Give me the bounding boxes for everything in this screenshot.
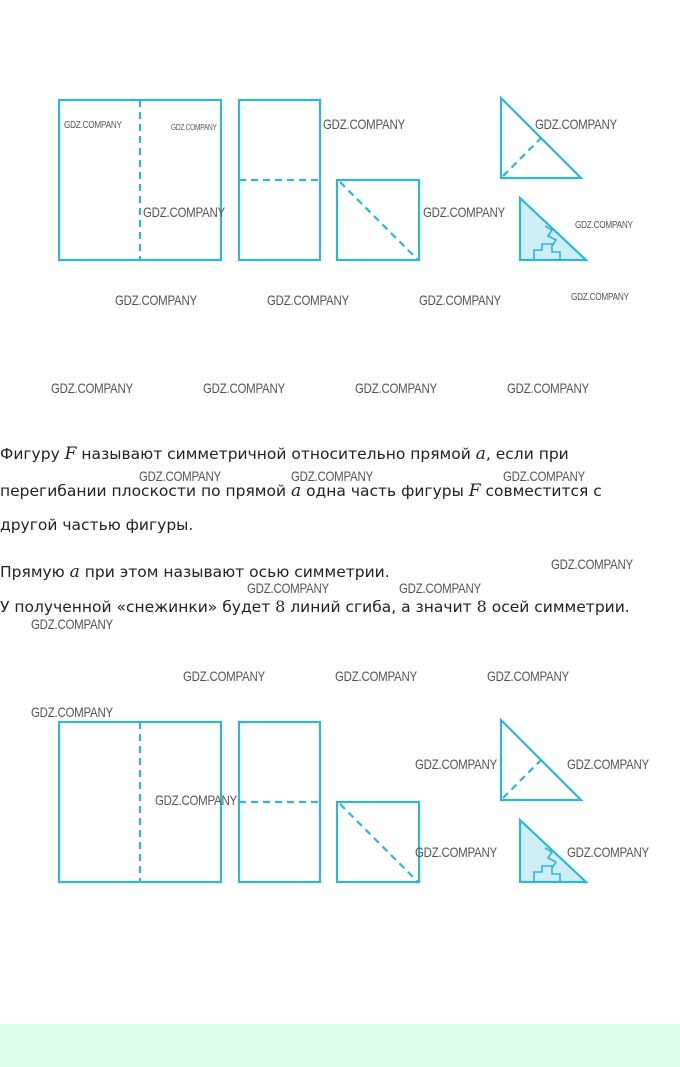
watermark: GDZ.COMPANY [247,580,329,596]
watermark: GDZ.COMPANY [31,616,113,632]
number-axes: 8 [476,597,487,616]
watermark: GDZ.COMPANY [171,123,217,132]
watermark: GDZ.COMPANY [415,756,497,772]
watermark: GDZ.COMPANY [335,668,417,684]
footer-band [0,1024,680,1067]
fold-line-triangle [503,138,541,176]
watermark: GDZ.COMPANY [419,292,501,308]
watermark: GDZ.COMPANY [567,844,649,860]
watermark: GDZ.COMPANY [64,120,122,131]
fold-line-triangle [503,760,541,798]
watermark: GDZ.COMPANY [291,468,373,484]
watermark: GDZ.COMPANY [31,704,113,720]
watermark: GDZ.COMPANY [183,668,265,684]
watermark: GDZ.COMPANY [571,292,629,303]
paragraph-definition-line3: другой частью фигуры. [0,516,194,534]
watermark: GDZ.COMPANY [551,556,633,572]
watermark: GDZ.COMPANY [155,792,237,808]
watermark: GDZ.COMPANY [51,380,133,396]
paragraph-definition-line1: Фигуру F называют симметричной относительно прямой a, если при [0,444,569,464]
watermark: GDZ.COMPANY [575,220,633,231]
watermark: GDZ.COMPANY [567,756,649,772]
paragraph-definition-line2: перегибании плоскости по прямой a одна часть фигуры F совместится с [0,481,602,501]
fold-line-diagonal [340,804,418,882]
watermark: GDZ.COMPANY [143,204,225,220]
watermark: GDZ.COMPANY [487,668,569,684]
variable-a: a [69,562,80,582]
fold-line-diagonal [340,182,418,260]
folding-diagram-bottom [0,712,680,892]
watermark: GDZ.COMPANY [323,116,405,132]
watermark: GDZ.COMPANY [535,116,617,132]
paragraph-snowflake: У полученной «снежинки» будет 8 линий сгиба, а значит 8 осей симметрии. [0,597,630,616]
watermark: GDZ.COMPANY [507,380,589,396]
variable-F: F [64,444,77,464]
watermark: GDZ.COMPANY [423,204,505,220]
variable-F: F [468,481,481,501]
watermark: GDZ.COMPANY [503,468,585,484]
variable-a: a [291,481,302,501]
folding-steps-svg [0,712,680,892]
watermark: GDZ.COMPANY [415,844,497,860]
number-folds: 8 [275,597,286,616]
watermark: GDZ.COMPANY [139,468,221,484]
watermark: GDZ.COMPANY [267,292,349,308]
watermark: GDZ.COMPANY [203,380,285,396]
paragraph-axis: Прямую a при этом называют осью симметрии. [0,562,390,582]
watermark: GDZ.COMPANY [399,580,481,596]
watermark: GDZ.COMPANY [115,292,197,308]
variable-a: a [475,444,486,464]
watermark: GDZ.COMPANY [355,380,437,396]
